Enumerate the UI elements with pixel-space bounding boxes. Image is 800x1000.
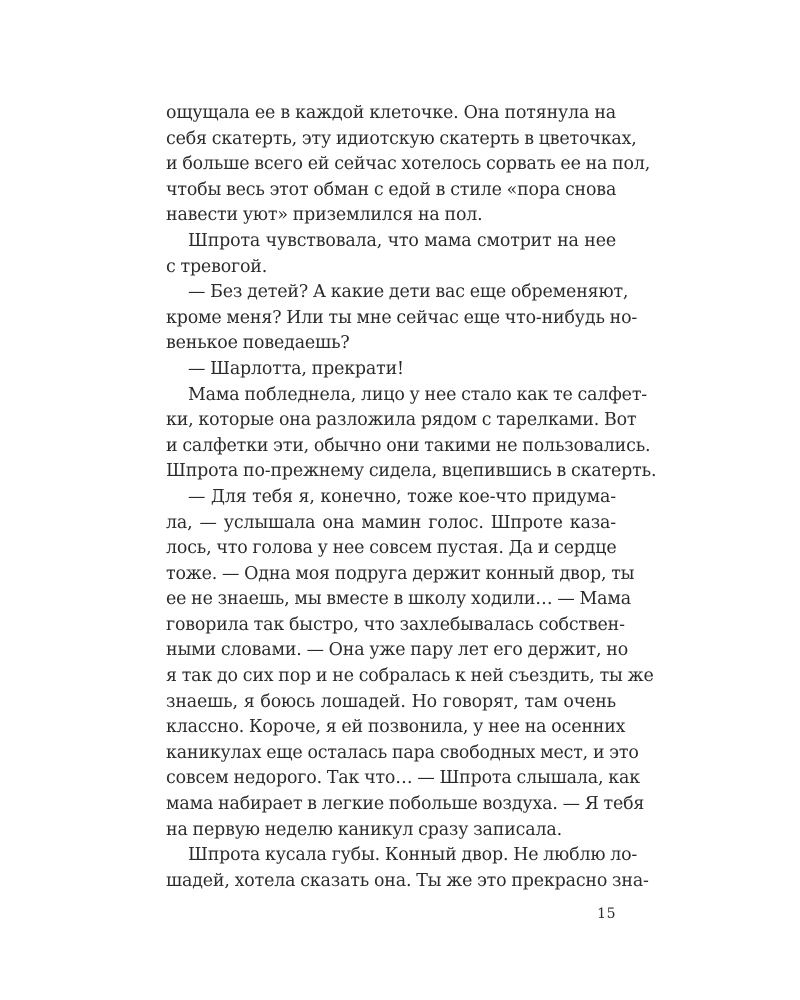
text-line: знаешь, я боюсь лошадей. Но говорят, там очень <box>166 691 616 712</box>
text-line: совсем недорого. Так что… — Шпрота слышала, как <box>166 768 640 789</box>
text-line: венькое поведаешь? <box>166 333 350 354</box>
text-line: я так до сих пор и не собралась к ней съездить, ты же <box>166 666 654 687</box>
text-line: ла, — услышала она мамин голос. Шпроте каза- <box>166 512 616 533</box>
text-line: лось, что голова у нее совсем пустая. Да и сердце <box>166 538 617 559</box>
text-line: ее не знаешь, мы вместе в школу ходили… — Мама <box>166 589 631 610</box>
text-line: с тревогой. <box>166 256 268 277</box>
text-line: навести уют» приземлился на пол. <box>166 205 483 226</box>
text-line: ки, которые она разложила рядом с тарелками. Вот <box>166 410 637 431</box>
text-line: шадей, хотела сказать она. Ты же это прекрасно зна- <box>166 870 649 891</box>
text-line: ными словами. — Она уже пару лет его держит, но <box>166 640 629 661</box>
text-line: говорила так быстро, что захлебывалась собствен- <box>166 614 625 635</box>
text-line: Шпрота кусала губы. Конный двор. Не люблю ло- <box>188 845 638 866</box>
text-line: — Шарлотта, прекрати! <box>188 358 404 379</box>
text-line: тоже. — Одна моя подруга держит конный двор, ты <box>166 563 635 584</box>
text-line: ощущала ее в каждой клеточке. Она потянула на <box>166 103 616 123</box>
text-line: мама набирает в легкие побольше воздуха. — Я тебя <box>166 794 645 815</box>
text-line: — Без детей? А какие дети вас еще обременяют, <box>188 282 629 303</box>
body-text <box>166 101 657 894</box>
text-line: Мама побледнела, лицо у нее стало как те салфет- <box>188 384 648 405</box>
text-line: — Для тебя я, конечно, тоже кое-что придума- <box>188 486 616 507</box>
text-line: чтобы весь этот обман с едой в стиле «пора снова <box>166 179 617 200</box>
text-line: Шпрота чувствовала, что мама смотрит на нее <box>188 230 616 251</box>
text-line: и больше всего ей сейчас хотелось сорвать ее на пол, <box>166 154 651 175</box>
text-line: каникулах еще осталась пара свободных мест, и это <box>166 742 639 763</box>
text-line: себя скатерть, эту идиотскую скатерть в цветочках, <box>166 128 637 149</box>
text-line: классно. Короче, я ей позвонила, у нее на осенних <box>166 717 626 738</box>
text-line: на первую неделю каникул сразу записала. <box>166 819 562 840</box>
page-number: 15 <box>597 906 616 922</box>
text-line: и салфетки эти, обычно они такими не пользовались. <box>166 435 651 456</box>
text-line: Шпрота по-прежнему сидела, вцепившись в скатерть. <box>166 461 657 482</box>
text-line: кроме меня? Или ты мне сейчас еще что-нибудь но- <box>166 307 638 328</box>
